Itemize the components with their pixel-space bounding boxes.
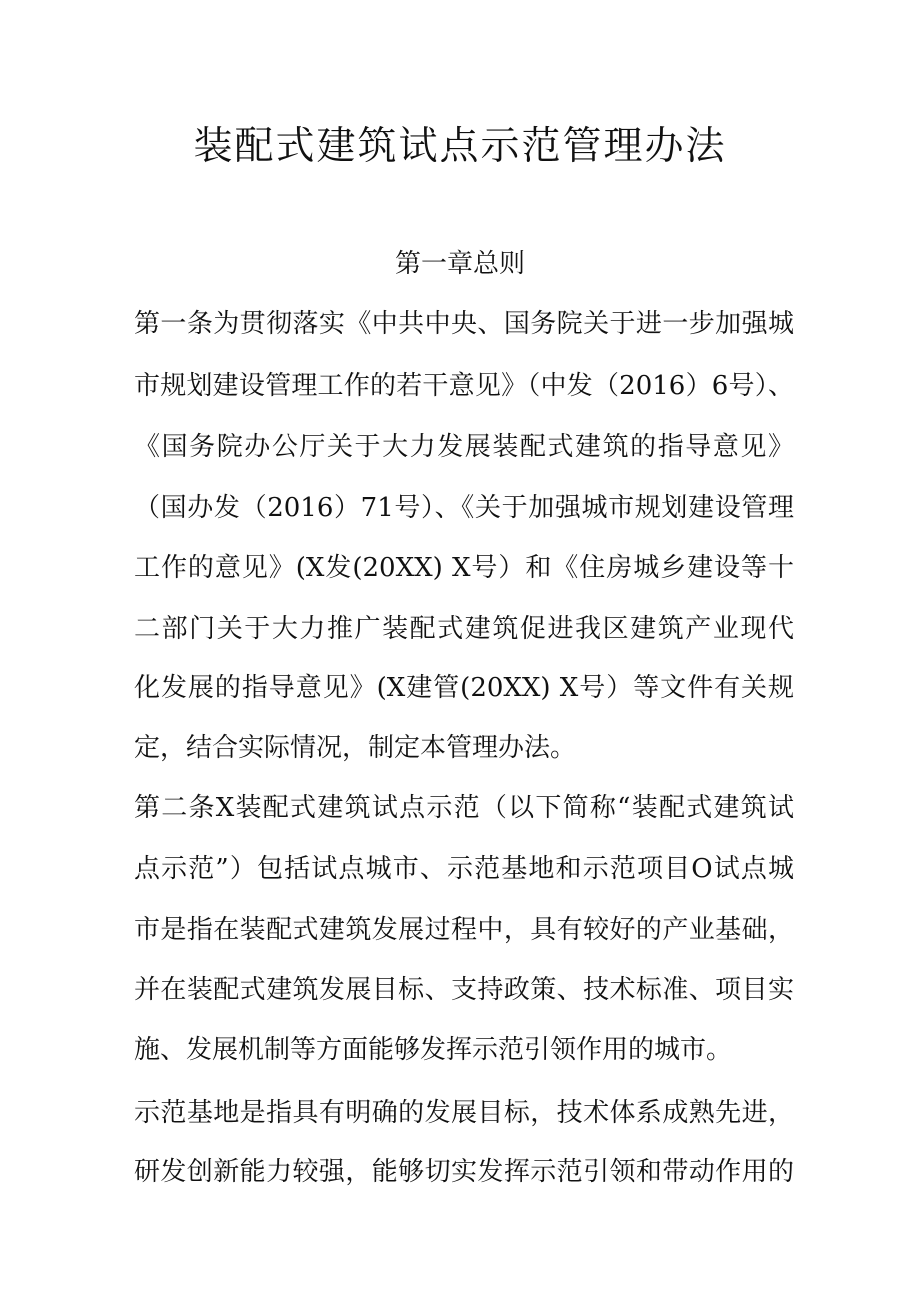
body-line: 第一条为贯彻落实《中共中央、国务院关于进一步加强城 [134,309,794,339]
body-line: 第二条X装配式建筑试点示范（以下简称“装配式建筑试 [134,793,794,823]
document-title: 装配式建筑试点示范管理办法 [193,124,727,169]
body-line: 市是指在装配式建筑发展过程中，具有较好的产业基础， [134,915,794,945]
chapter-heading: 第一章总则 [394,249,525,279]
body-line: （国办发（2016）71号）、《关于加强城市规划建设管理 [134,493,794,523]
body-line: 市规划建设管理工作的若干意见》（中发（2016）6号）、 [134,371,794,401]
body-line: 定，结合实际情况，制定本管理办法。 [134,733,577,763]
body-line: 点示范”）包括试点城市、示范基地和示范项目O试点城 [134,854,794,884]
body-line: 研发创新能力较强，能够切实发挥示范引领和带动作用的 [134,1157,794,1187]
body-line: 并在装配式建筑发展目标、支持政策、技术标准、项目实 [134,975,794,1005]
body-line: 二部门关于大力推广装配式建筑促进我区建筑产业现代 [134,614,794,644]
body-line: 施、发展机制等方面能够发挥示范引领作用的城市。 [134,1035,733,1065]
body-line: 化发展的指导意见》(X建管(20XX) X号）等文件有关规 [134,673,794,703]
body-line: 示范基地是指具有明确的发展目标，技术体系成熟先进， [134,1098,794,1128]
body-line: 《国务院办公厅关于大力发展装配式建筑的指导意见》 [134,432,794,462]
body-line: 工作的意见》(X发(20XX) X号）和《住房城乡建设等十 [134,553,794,583]
